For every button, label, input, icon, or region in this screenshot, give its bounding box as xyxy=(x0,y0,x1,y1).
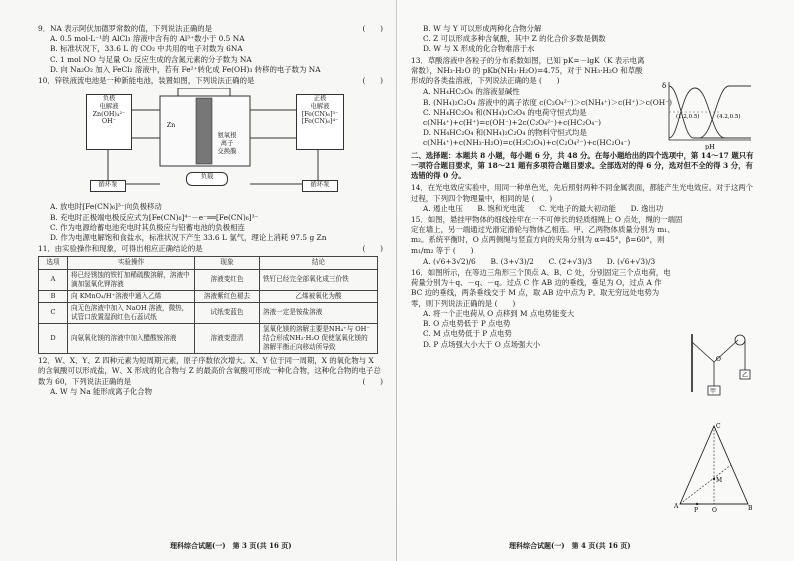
q13-option-c: C. NH₄HC₂O₄ 和(NH₄)₂C₂O₄ 的电荷守恒式均是 c(NH₄⁺)+c(H⁺)=c(OH⁻)+2c(C₂O₄²⁻)+c(HC₂O₄⁻) xyxy=(423,107,602,127)
neg-tank-line-2: 电解液 xyxy=(99,102,119,110)
q12-answer-paren: ( ) xyxy=(362,376,383,386)
q12-option-d: D. W 与 X 形成的化合物难溶于水 xyxy=(423,44,535,54)
yi-label: 乙 xyxy=(742,372,749,379)
q13-answer-paren: ( ) xyxy=(539,76,560,86)
table-header: 实验操作 xyxy=(68,257,195,269)
point-m xyxy=(713,478,715,480)
table-row xyxy=(39,323,378,353)
membrane-line-1: 氨氧根 xyxy=(217,131,237,140)
distribution-coefficient-graph xyxy=(659,78,754,150)
q10-option-d: D. 作为电源电解饱和食盐水，标准状况下产生 33.6 L 氯气，理论上消耗 97.5 g Zn xyxy=(50,232,327,242)
q12-option-c: C. Z 可以形成多种含氧酸，其中 Z 的化合价多数是偶数 xyxy=(423,34,606,44)
q15-options: A. (√6+3√2)/6 B. (3+√3)/2 C. (2+√3)/3 D. (√6+√3)/3 xyxy=(423,256,656,266)
triangle-diagram xyxy=(674,420,754,514)
question-15-options xyxy=(411,257,756,267)
positive-electrolyte-tank xyxy=(296,94,344,150)
q12-option-b: B. W 与 Y 可以形成两种化合物分解 xyxy=(423,24,542,33)
neg-tank-line-4: OH⁻ xyxy=(101,117,117,126)
jia-label: 甲 xyxy=(710,388,717,395)
q9-option-b: B. 标准状况下，33.6 L 的 CO₂ 中共用的电子对数为 6NA xyxy=(50,44,243,54)
question-12-continued xyxy=(411,24,756,55)
membrane-line-3: 交换膜 xyxy=(217,146,237,155)
q16-option-c: C. M 点电势低于 P 点电势 xyxy=(423,329,512,339)
right-page xyxy=(397,0,794,561)
table-cell: 溶液变红色 xyxy=(195,269,260,290)
table-cell: 溶液变澄清 xyxy=(195,323,260,353)
graph-x-label: pH xyxy=(705,143,715,150)
table-cell: 试纸变蓝色 xyxy=(195,302,260,323)
q10-answer-paren: ( ) xyxy=(362,76,383,86)
table-header: 现象 xyxy=(195,257,260,269)
left-column xyxy=(38,24,383,398)
q16-option-b: B. O 点电势低于 P 点电势 xyxy=(423,319,511,329)
q16-answer-paren: ( ) xyxy=(494,298,516,308)
q11-answer-paren: ( ) xyxy=(362,244,383,254)
q9-stem: 9．NA 表示阿伏加德罗常数的值，下列说法正确的是 xyxy=(38,24,213,33)
graph-point-1: (1.2,0.5) xyxy=(676,114,700,120)
table-cell: 溶液一定是铵盐溶液 xyxy=(260,302,378,323)
table-cell: A xyxy=(39,269,68,290)
label-p: P xyxy=(694,507,699,514)
q13-option-d: D. NH₄HC₂O₄ 和(NH₄)₂C₂O₄ 的物料守恒式均是 c(NH₄⁺)+c(NH₃·H₂O)=c(H₂C₂O₄)+c(C₂O₄²⁻)+c(HC₂O₄⁻) xyxy=(423,128,631,148)
q15-stem: 15．如图，悬挂甲物体的细线拴牢在一不可伸长的轻质细绳上 O 点处，绳的一端固定在墙上，另一端通过光滑定滑轮与物体乙相连。甲、乙两物体质量分别为 m₁、m₂。系统平衡时，O 点两侧绳与竖直方向的夹角分别为 α=45°，β=60°，则 m₁/m₂ 等于 xyxy=(411,214,683,255)
q10-option-b: B. 充电时正极端电极反应式为[Fe(CN)₆]⁴⁻－e⁻══[Fe(CN)₆]³⁻ xyxy=(50,212,259,222)
neg-tank-line-3: Zn(OH)₄²⁻ xyxy=(92,109,126,118)
q14-options: A. 遏止电压 B. 饱和光电流 C. 光电子的最大初动能 D. 逸出功 xyxy=(423,203,664,213)
pulley-wheel xyxy=(735,335,745,345)
table-row xyxy=(39,302,378,323)
q12-stem: 12．W、X、Y、Z 四种元素为短周期元素，原子序数依次增大。X、Y 位于同一周期，X 的氧化物与 X 的含氧酸可以形成盐，W、X 形成的化合物与 Z 的最高价含氧酸可形成一种化合物，这种化合物的电子总数为 60，下列说法正确的是 xyxy=(38,356,381,386)
question-14 xyxy=(411,183,756,214)
q9-option-d: D. 向 Na₂O₂ 加入 FeCl₂ 溶液中，若有 Fe²⁺转化成 Fe(OH)₃ 转移的电子数为 NA xyxy=(50,64,321,74)
table-cell: 向无色溶液中加入 NaOH 溶液，微热，试管口放置湿润红色石蕊试纸 xyxy=(68,302,195,323)
question-11 xyxy=(38,244,383,354)
point-p xyxy=(696,503,698,505)
right-column xyxy=(411,24,756,351)
table-cell: D xyxy=(39,323,68,353)
label-o: O xyxy=(712,507,717,514)
point-o-label: O xyxy=(716,356,721,363)
table-header-row xyxy=(39,257,378,269)
right-circulation-pump: 循环泵 xyxy=(302,180,338,192)
q12-option-a: A. W 与 Na 能形成离子化合物 xyxy=(50,386,153,396)
q16-option-d: D. P 点场强大小大于 O 点场强大小 xyxy=(423,339,541,349)
label-a: A xyxy=(674,503,679,510)
q9-answer-paren: ( ) xyxy=(362,24,383,33)
page-footer-right: 理科综合试题(一) 第 4 页(共 16 页) xyxy=(509,541,631,551)
q9-option-a: A. 0.5 mol·L⁻¹的 AlCl₃ 溶液中含有的 Al³⁺数小于 0.5 NA xyxy=(50,34,245,44)
q11-stem: 11．由实验操作和现象，可得出相应正确结论的是 xyxy=(38,244,203,254)
left-circulation-pump: 循环泵 xyxy=(90,180,126,192)
hc2o4-curve xyxy=(669,88,725,138)
table-header: 结论 xyxy=(260,257,378,269)
table-cell: 向氨氧化镁的溶液中加入醋酸铵溶液 xyxy=(68,323,195,353)
table-cell: 将已经锈蚀的铁钉加稀硫酸溶解，溶液中滴加氢氧化钾溶液 xyxy=(68,269,195,290)
table-row xyxy=(39,269,378,290)
q13-option-b: B. (NH₄)₂C₂O₄ 溶液中的离子浓度 c(C₂O₄²⁻)＞c(NH₄⁺)＞c(H⁺)＞c(OH⁻) xyxy=(423,97,673,107)
page-footer-left: 理科综合试题(一) 第 3 页(共 16 页) xyxy=(170,541,292,551)
pulley-diagram xyxy=(688,332,752,402)
table-cell: B xyxy=(39,290,68,302)
table-cell: C xyxy=(39,302,68,323)
battery-diagram xyxy=(68,88,358,200)
graph-y-label: δ xyxy=(662,82,667,90)
pos-tank-line-3: [Fe(CN)₆]³⁻ xyxy=(301,109,339,118)
q10-option-a: A. 放电时[Fe(CN)₆]³⁻向负极移动 xyxy=(50,202,162,212)
neg-tank-line-1: 负极 xyxy=(102,94,116,103)
q15-answer-paren: ( ) xyxy=(452,245,474,255)
q16-stem: 16．如图所示，在等边三角形三个顶点 A、B、C 处，分别固定三个点电荷，电荷量分别为＋q、－q、－q。过点 C 作 AB 边的垂线，垂足为 O，过点 A 作 BC 边的垂线，两条垂线交于 M 点，取 AB 边中点为 P。取无穷远处电势为零，则下列说法正确的是 xyxy=(411,268,671,308)
question-15 xyxy=(411,215,756,256)
q13-stem: 13．草酸溶液中各粒子的分布系数如图，已知 pK=－lgK（K 表示电离常数），NH₃·H₂O 的 pKb(NH₃·H₂O)=4.75，对于 NH₃·H₂O 和草酸形成的各类盐溶液，下列说法正确的是 xyxy=(411,55,645,86)
q14-answer-paren: ( ) xyxy=(531,193,553,203)
table-cell: 乙烯被氧化为酸 xyxy=(260,290,378,302)
membrane-line-2: 离子 xyxy=(220,139,234,147)
table-cell: 向 KMnO₄/H⁺溶液中通入乙烯 xyxy=(68,290,195,302)
question-9 xyxy=(38,24,383,75)
label-b: B xyxy=(748,505,753,512)
q9-option-c: C. 1 mol NO 与足量 O₂ 反应生成的含氮元素的分子数为 NA xyxy=(50,54,252,64)
question-10 xyxy=(38,76,383,243)
experiment-table xyxy=(38,256,378,354)
rope-left xyxy=(692,342,714,362)
load-box: 负载 xyxy=(186,172,228,186)
graph-point-2: (4.2,0.5) xyxy=(717,114,741,120)
table-row xyxy=(39,290,378,302)
label-c: C xyxy=(716,423,721,430)
table-cell: 氢氧化镁的溶解主要是NH₄⁺与 OH⁻ 结合形成NH₃·H₂O 促使氢氧化镁的溶解平衡正向移动所导致 xyxy=(260,323,378,353)
q13-option-a: A. NH₄HC₂O₄ 的溶液显碱性 xyxy=(423,87,520,97)
pos-tank-line-1: 正极 xyxy=(313,94,327,103)
table-cell: 溶液紫红色褪去 xyxy=(195,290,260,302)
pos-tank-line-4: [Fe(CN)₆]⁴⁻ xyxy=(301,117,339,126)
table-cell: 铁钉已经完全部氧化成三价铁 xyxy=(260,269,378,290)
ion-exchange-membrane-label xyxy=(210,132,244,154)
q14-stem: 14．在光电效应实验中，用同一种单色光，先后照射两种不同金属表面，都能产生光电效应。对于这两个过程，下列四个物理量中，相同的是 xyxy=(411,183,753,203)
label-m: M xyxy=(716,477,723,484)
pos-tank-line-2: 电解液 xyxy=(310,102,330,110)
zinc-label: Zn xyxy=(166,121,176,130)
q16-option-a: A. 将一个正电荷从 O 点移到 M 点电势能变大 xyxy=(423,308,575,318)
q10-option-c: C. 作为电源给蓄电池充电时其负极应与铅蓄电池的负极相连 xyxy=(50,222,245,232)
question-12 xyxy=(38,356,383,397)
altitude-am xyxy=(680,465,731,504)
section-2-heading: 二、选择题：本题共 8 小题，每小题 6 分，共 48 分。在每小题给出的四个选项中，第 14～17 题只有一项符合题目要求，第 18～21 题有多项符合题目要求。全部选对的得 6 分，选对但不全的得 3 分，有选错的得 0 分。 xyxy=(411,150,754,181)
q10-stem: 10．锌铁液流电池是一种新能电池，装置如图，下列说法正确的是 xyxy=(38,76,255,86)
negative-electrolyte-tank xyxy=(86,94,132,150)
table-header: 选项 xyxy=(39,257,68,269)
